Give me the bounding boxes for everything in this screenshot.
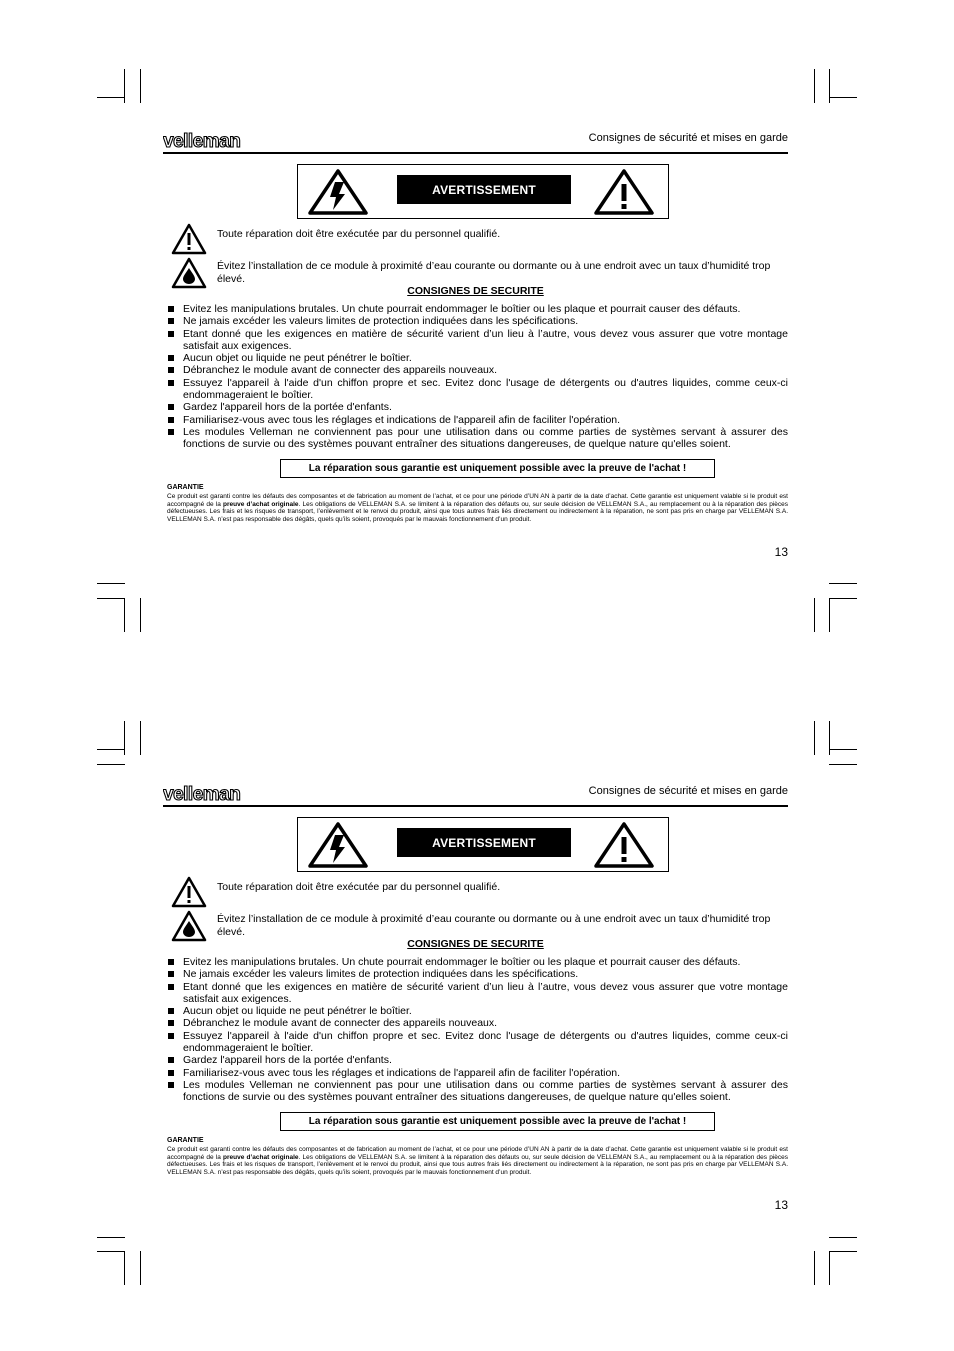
section-title: CONSIGNES DE SECURITE xyxy=(407,938,544,950)
crop-mark xyxy=(829,598,830,632)
bullet-square-icon xyxy=(168,306,174,312)
svg-text:velleman: velleman xyxy=(163,785,241,804)
garantie-title: GARANTIE xyxy=(167,1137,204,1144)
crop-mark xyxy=(97,749,125,750)
list-item: Essuyez l'appareil à l'aide d'un chiffon propre et sec. Evitez donc l'usage de détergents ou d'autres liquides, comme ceux-ci endommageraient le boîtier. xyxy=(163,377,788,402)
list-item: Essuyez l'appareil à l'aide d'un chiffon propre et sec. Evitez donc l'usage de détergents ou d'autres liquides, comme ceux-ci endommageraient le boîtier. xyxy=(163,1030,788,1055)
svg-text:velleman: velleman xyxy=(163,132,241,151)
crop-mark xyxy=(97,1237,125,1238)
crop-mark xyxy=(97,1251,125,1252)
safety-list xyxy=(163,303,788,451)
bullet-square-icon xyxy=(168,417,174,423)
crop-mark xyxy=(124,1251,125,1285)
crop-mark xyxy=(814,69,815,103)
crop-mark xyxy=(97,583,125,584)
garantie-text: Ce produit est garanti contre les défauts des composantes et de fabrication au moment de l’achat, et ce pour une période d’UN AN à partir de la date d’achat. Cette garantie est uniquement valable si le produit est accompagné de la preuve d’achat originale. Les obligations de VELLEMAN S.A. se limitent à la réparation des défauts ou, sur seule décision de VELLEMAN S.A., au remplacement ou à la réparation des pièces défectueuses. Les frais et les risques de transport, l’enlèvement et le renvoi du produit, ainsi que tous autres frais liés directement ou indirectement à la réparation, ne sont pas pris en charge par VELLEMAN S.A. VELLEMAN S.A. n’est pas responsable des dégâts, quels qu’ils soient, provoqués par le mauvais fonctionnement d’un produit. xyxy=(167,493,788,523)
list-item: Ne jamais excéder les valeurs limites de protection indiquées dans les spécifications. xyxy=(163,315,788,327)
crop-mark xyxy=(829,1251,857,1252)
page-header xyxy=(163,130,788,154)
list-item: Les modules Velleman ne conviennent pas pour une utilisation dans ou comme parties de systèmes servant à assurer des fonctions de survie ou des systèmes pouvant entraîner des situations dangereuses, de quelque nature qu'elles soient. xyxy=(163,426,788,451)
guarantee-notice: La réparation sous garantie est uniquement possible avec la preuve de l'achat ! xyxy=(280,1112,715,1131)
garantie-title: GARANTIE xyxy=(167,484,204,491)
exclamation-warning-icon xyxy=(594,822,654,868)
bullet-square-icon xyxy=(168,404,174,410)
header-title: Consignes de sécurité et mises en garde xyxy=(588,132,788,144)
crop-mark xyxy=(829,1251,830,1285)
page-number: 13 xyxy=(774,545,788,559)
crop-mark xyxy=(814,598,815,632)
crop-mark xyxy=(140,721,141,755)
bullet-square-icon xyxy=(168,380,174,386)
list-item: Gardez l'appareil hors de la portée d'enfants. xyxy=(163,401,788,413)
list-item: Débranchez le module avant de connecter des appareils nouveaux. xyxy=(163,1017,788,1029)
crop-mark xyxy=(829,583,857,584)
crop-mark xyxy=(124,69,125,103)
note-text: Toute réparation doit être exécutée par du personnel qualifié. xyxy=(217,228,501,240)
crop-mark xyxy=(829,764,857,765)
bullet-square-icon xyxy=(168,1057,174,1063)
crop-mark xyxy=(97,764,125,765)
crop-mark xyxy=(829,598,857,599)
crop-mark xyxy=(814,721,815,755)
bullet-square-icon xyxy=(168,331,174,337)
bullet-square-icon xyxy=(168,1008,174,1014)
list-item: Aucun objet ou liquide ne peut pénétrer le boîtier. xyxy=(163,352,788,364)
exclamation-warning-icon xyxy=(594,169,654,215)
warning-label: AVERTISSEMENT xyxy=(397,828,571,857)
page-number: 13 xyxy=(774,1198,788,1212)
bullet-square-icon xyxy=(168,429,174,435)
crop-mark xyxy=(97,97,125,98)
bullet-square-icon xyxy=(168,1020,174,1026)
list-item: Ne jamais excéder les valeurs limites de protection indiquées dans les spécifications. xyxy=(163,968,788,980)
bullet-square-icon xyxy=(168,318,174,324)
garantie-text: Ce produit est garanti contre les défauts des composantes et de fabrication au moment de l’achat, et ce pour une période d’UN AN à partir de la date d’achat. Cette garantie est uniquement valable si le produit est accompagné de la preuve d’achat originale. Les obligations de VELLEMAN S.A. se limitent à la réparation des défauts ou, sur seule décision de VELLEMAN S.A., au remplacement ou à la réparation des pièces défectueuses. Les frais et les risques de transport, l’enlèvement et le renvoi du produit, ainsi que tous autres frais liés directement ou indirectement à la réparation, ne sont pas pris en charge par VELLEMAN S.A. VELLEMAN S.A. n’est pas responsable des dégâts, quels qu’ils soient, provoqués par le mauvais fonctionnement d’un produit. xyxy=(167,1146,788,1176)
electric-shock-warning-icon xyxy=(308,169,368,215)
guarantee-notice: La réparation sous garantie est uniquement possible avec la preuve de l'achat ! xyxy=(280,459,715,478)
note-text: Évitez l’installation de ce module à proximité d’eau courante ou dormante ou à une endroit avec un taux d’humidité trop élevé. xyxy=(217,913,771,938)
crop-mark xyxy=(814,1251,815,1285)
crop-mark xyxy=(97,598,125,599)
list-item: Etant donné que les exigences en matière de sécurité varient d’un lieu à l’autre, vous devez vous assurer que votre montage satisfait aux exigences. xyxy=(163,328,788,353)
bullet-square-icon xyxy=(168,1033,174,1039)
list-item: Débranchez le module avant de connecter des appareils nouveaux. xyxy=(163,364,788,376)
list-item: Les modules Velleman ne conviennent pas pour une utilisation dans ou comme parties de systèmes servant à assurer des fonctions de survie ou des systèmes pouvant entraîner des situations dangereuses, de quelque nature qu'elles soient. xyxy=(163,1079,788,1104)
crop-mark xyxy=(140,1251,141,1285)
bullet-square-icon xyxy=(168,971,174,977)
list-item: Evitez les manipulations brutales. Un chute pourrait endommager le boîtier ou les plaque et pourrait causer des défauts. xyxy=(163,303,788,315)
bullet-square-icon xyxy=(168,1070,174,1076)
crop-mark xyxy=(829,1237,857,1238)
section-title: CONSIGNES DE SECURITE xyxy=(407,285,544,297)
manual-page xyxy=(163,130,788,570)
bullet-square-icon xyxy=(168,984,174,990)
velleman-logo xyxy=(163,785,255,804)
list-item: Gardez l'appareil hors de la portée d'enfants. xyxy=(163,1054,788,1066)
exclamation-warning-icon xyxy=(171,223,207,255)
exclamation-warning-icon xyxy=(171,876,207,908)
warning-banner xyxy=(297,817,669,872)
bullet-square-icon xyxy=(168,959,174,965)
crop-mark xyxy=(140,69,141,103)
velleman-logo xyxy=(163,132,255,151)
crop-mark xyxy=(124,598,125,632)
bullet-square-icon xyxy=(168,355,174,361)
note-text: Toute réparation doit être exécutée par du personnel qualifié. xyxy=(217,881,501,893)
list-item: Familiarisez-vous avec tous les réglages et indications de l'appareil afin de faciliter l'opération. xyxy=(163,1067,788,1079)
safety-list xyxy=(163,956,788,1104)
electric-shock-warning-icon xyxy=(308,822,368,868)
list-item: Aucun objet ou liquide ne peut pénétrer le boîtier. xyxy=(163,1005,788,1017)
bullet-square-icon xyxy=(168,1082,174,1088)
bullet-square-icon xyxy=(168,367,174,373)
warning-banner xyxy=(297,164,669,219)
manual-page xyxy=(163,783,788,1223)
warning-label: AVERTISSEMENT xyxy=(397,175,571,204)
list-item: Etant donné que les exigences en matière de sécurité varient d’un lieu à l’autre, vous devez vous assurer que votre montage satisfait aux exigences. xyxy=(163,981,788,1006)
crop-mark xyxy=(140,598,141,632)
header-title: Consignes de sécurité et mises en garde xyxy=(588,785,788,797)
list-item: Evitez les manipulations brutales. Un chute pourrait endommager le boîtier ou les plaque et pourrait causer des défauts. xyxy=(163,956,788,968)
list-item: Familiarisez-vous avec tous les réglages et indications de l'appareil afin de faciliter l'opération. xyxy=(163,414,788,426)
crop-mark xyxy=(829,97,857,98)
crop-mark xyxy=(829,749,857,750)
page-header xyxy=(163,783,788,807)
note-text: Évitez l’installation de ce module à proximité d’eau courante ou dormante ou à une endroit avec un taux d’humidité trop élevé. xyxy=(217,260,771,285)
